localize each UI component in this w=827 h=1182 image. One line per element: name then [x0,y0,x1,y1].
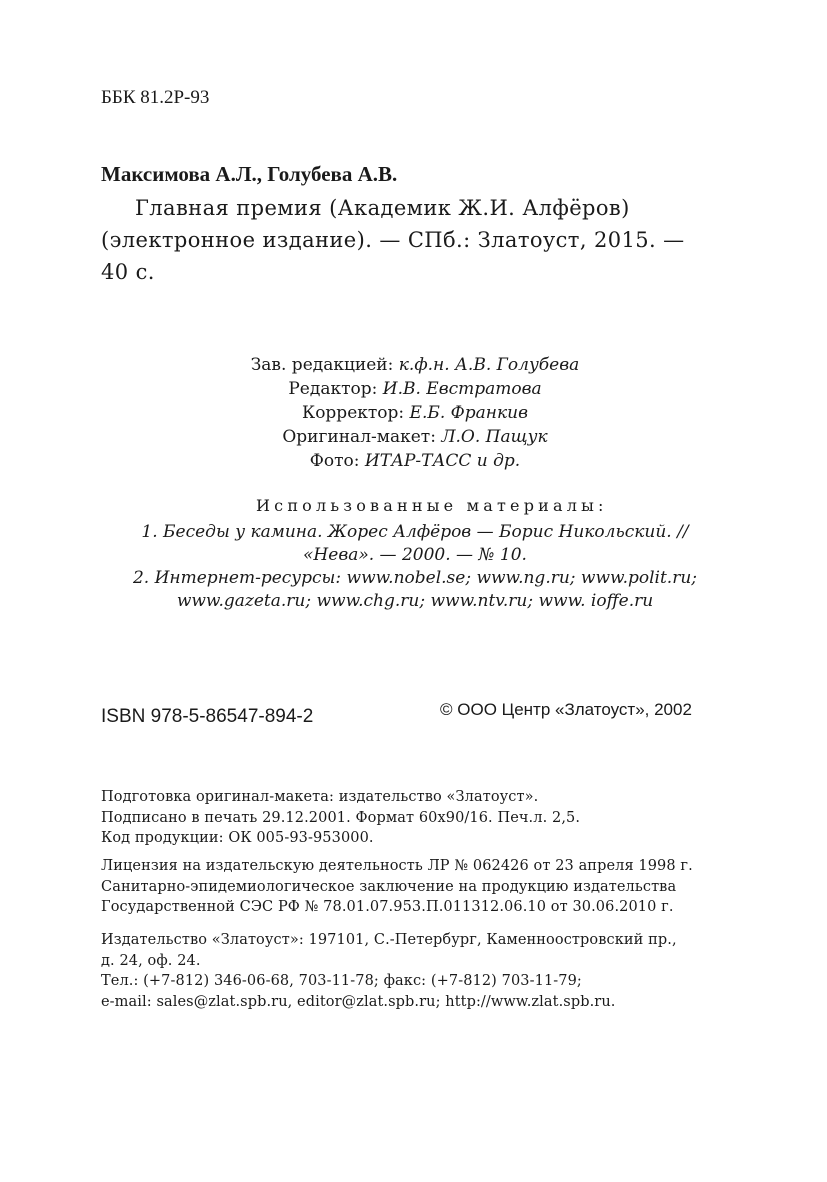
copyright: © ООО Центр «Златоуст», 2002 [440,700,692,719]
imprint-line: Подписано в печать 29.12.2001. Формат 60х90/16. Печ.л. 2,5. [101,809,581,826]
credit-name: к.ф.н. А.В. Голубева [398,355,580,375]
credit-row [250,449,580,473]
credit-row [250,425,580,449]
credit-role: Зав. редакцией: [250,355,394,375]
imprint-line: Издательство «Златоуст»: 197101, С.-Петербург, Каменноостровский пр., [101,932,677,948]
title-line-1: Главная премия (Академик Ж.И. Алфёров) [135,196,630,220]
title-line-3: 40 с. [101,260,155,284]
credit-name: Е.Б. Франкив [409,403,528,423]
credit-row [250,353,580,377]
materials-line: www.gazeta.ru; www.chg.ru; www.ntv.ru; www. ioffe.ru [176,591,654,611]
materials-list [120,521,710,613]
imprint-line: д. 24, оф. 24. [101,952,201,969]
credits-block [250,353,580,473]
credit-role: Корректор: [302,403,405,423]
imprint-line: Лицензия на издательскую деятельность ЛР № 062426 от 23 апреля 1998 г. [101,858,693,874]
imprint-license [101,856,693,918]
credit-row [250,377,580,401]
credit-row [250,401,580,425]
title-line-2: (электронное издание). — СПб.: Златоуст, 2015. — [101,228,685,252]
credit-name: Л.О. Пащук [441,427,548,447]
bbk-code: ББК 81.2Р-93 [101,87,210,108]
imprint-line: Код продукции: ОК 005-93-953000. [101,830,374,846]
credit-role: Оригинал-макет: [282,427,436,447]
imprint-production [101,787,580,849]
imprint-line: Подготовка оригинал-макета: издательство «Златоуст». [101,789,539,805]
isbn: ISBN 978-5-86547-894-2 [101,706,314,727]
credit-role: Редактор: [288,379,378,399]
authors: Максимова А.Л., Голубева А.В. [101,162,398,186]
imprint-line: Тел.: (+7-812) 346-06-68, 703-11-78; факс: (+7-812) 703-11-79; [101,973,582,989]
credit-role: Фото: [309,451,360,471]
materials-line: «Нева». — 2000. — № 10. [303,545,527,565]
materials-line: 2. Интернет-ресурсы: www.nobel.se; www.ng.ru; www.polit.ru; [132,568,697,588]
materials-heading: Использованные материалы: [256,496,608,515]
credit-name: И.В. Евстратова [382,379,542,399]
credit-name: ИТАР-ТАСС и др. [364,451,521,471]
imprint-publisher-contacts [101,930,677,1012]
imprint-line: Санитарно-эпидемиологическое заключение на продукцию издательства [101,878,677,895]
imprint-line: Государственной СЭС РФ № 78.01.07.953.П.011312.06.10 от 30.06.2010 г. [101,899,674,915]
imprint-line: e-mail: sales@zlat.spb.ru, editor@zlat.spb.ru; http://www.zlat.spb.ru. [101,993,616,1010]
materials-line: 1. Беседы у камина. Жорес Алфёров — Борис Никольский. // [141,522,689,542]
